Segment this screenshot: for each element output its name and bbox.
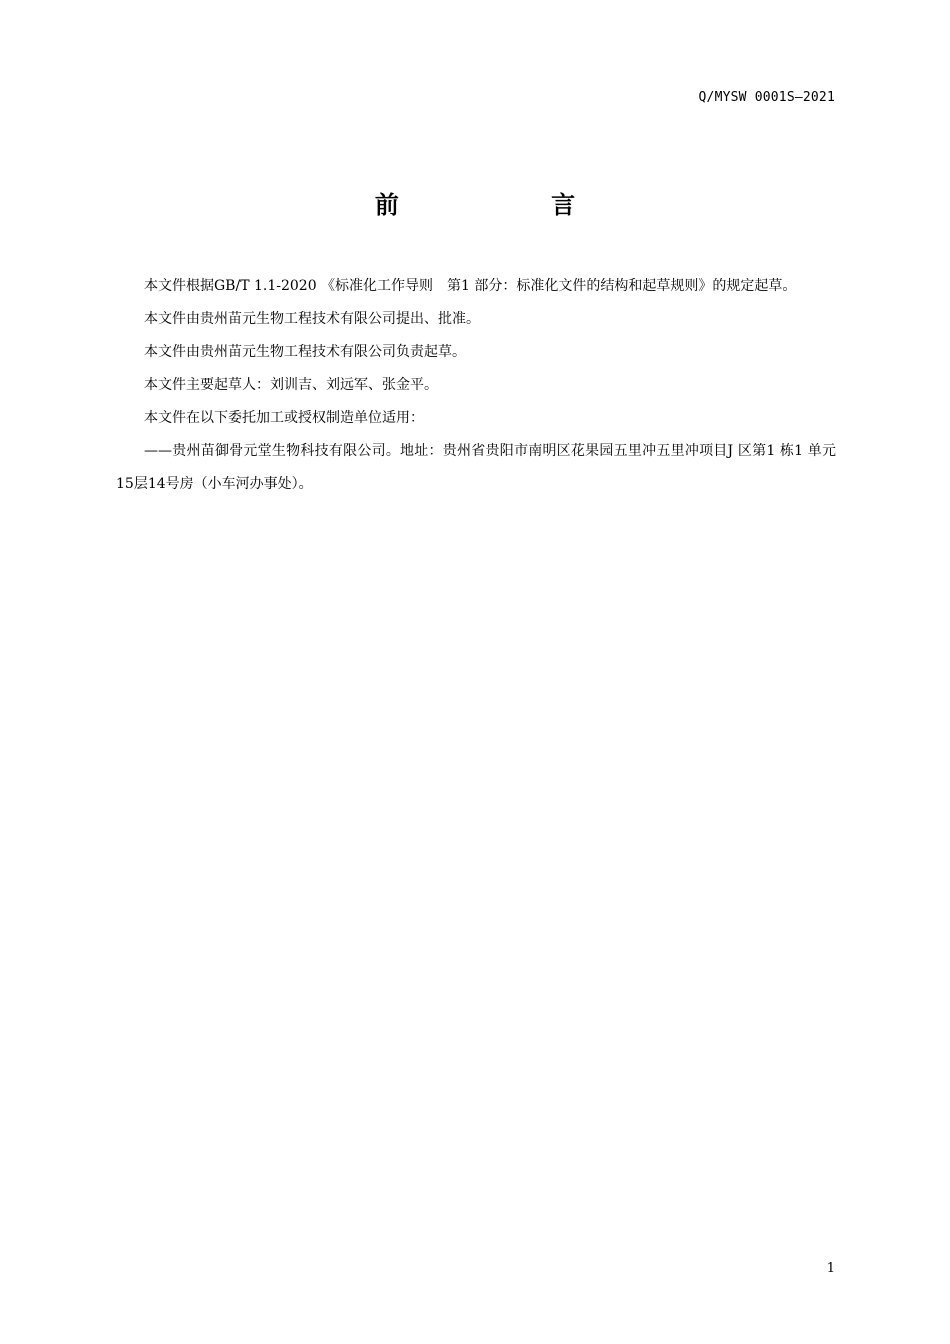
page-number: 1	[826, 1261, 835, 1276]
paragraph-drafting-basis: 本文件根据GB/T 1.1-2020 《标准化工作导则 第1 部分：标准化文件的结构和起草规则》的规定起草。	[144, 278, 797, 294]
paragraph-drafters: 本文件主要起草人：刘训吉、刘远军、张金平。	[144, 377, 438, 393]
page-title: 前 言	[374, 191, 648, 219]
paragraph-applicable-units: 本文件在以下委托加工或授权制造单位适用：	[144, 410, 424, 426]
paragraph-manufacturer-address: ——贵州苗御骨元堂生物科技有限公司。地址：贵州省贵阳市南明区花果园五里冲五里冲项目J 区第1 栋1 单元15层14号房（小车河办事处）。	[116, 443, 836, 492]
preface-body	[116, 270, 836, 501]
document-code: Q/MYSW 0001S—2021	[698, 90, 835, 105]
paragraph-proposer: 本文件由贵州苗元生物工程技术有限公司提出、批准。	[144, 311, 480, 327]
paragraph-drafting-unit: 本文件由贵州苗元生物工程技术有限公司负责起草。	[144, 344, 466, 360]
